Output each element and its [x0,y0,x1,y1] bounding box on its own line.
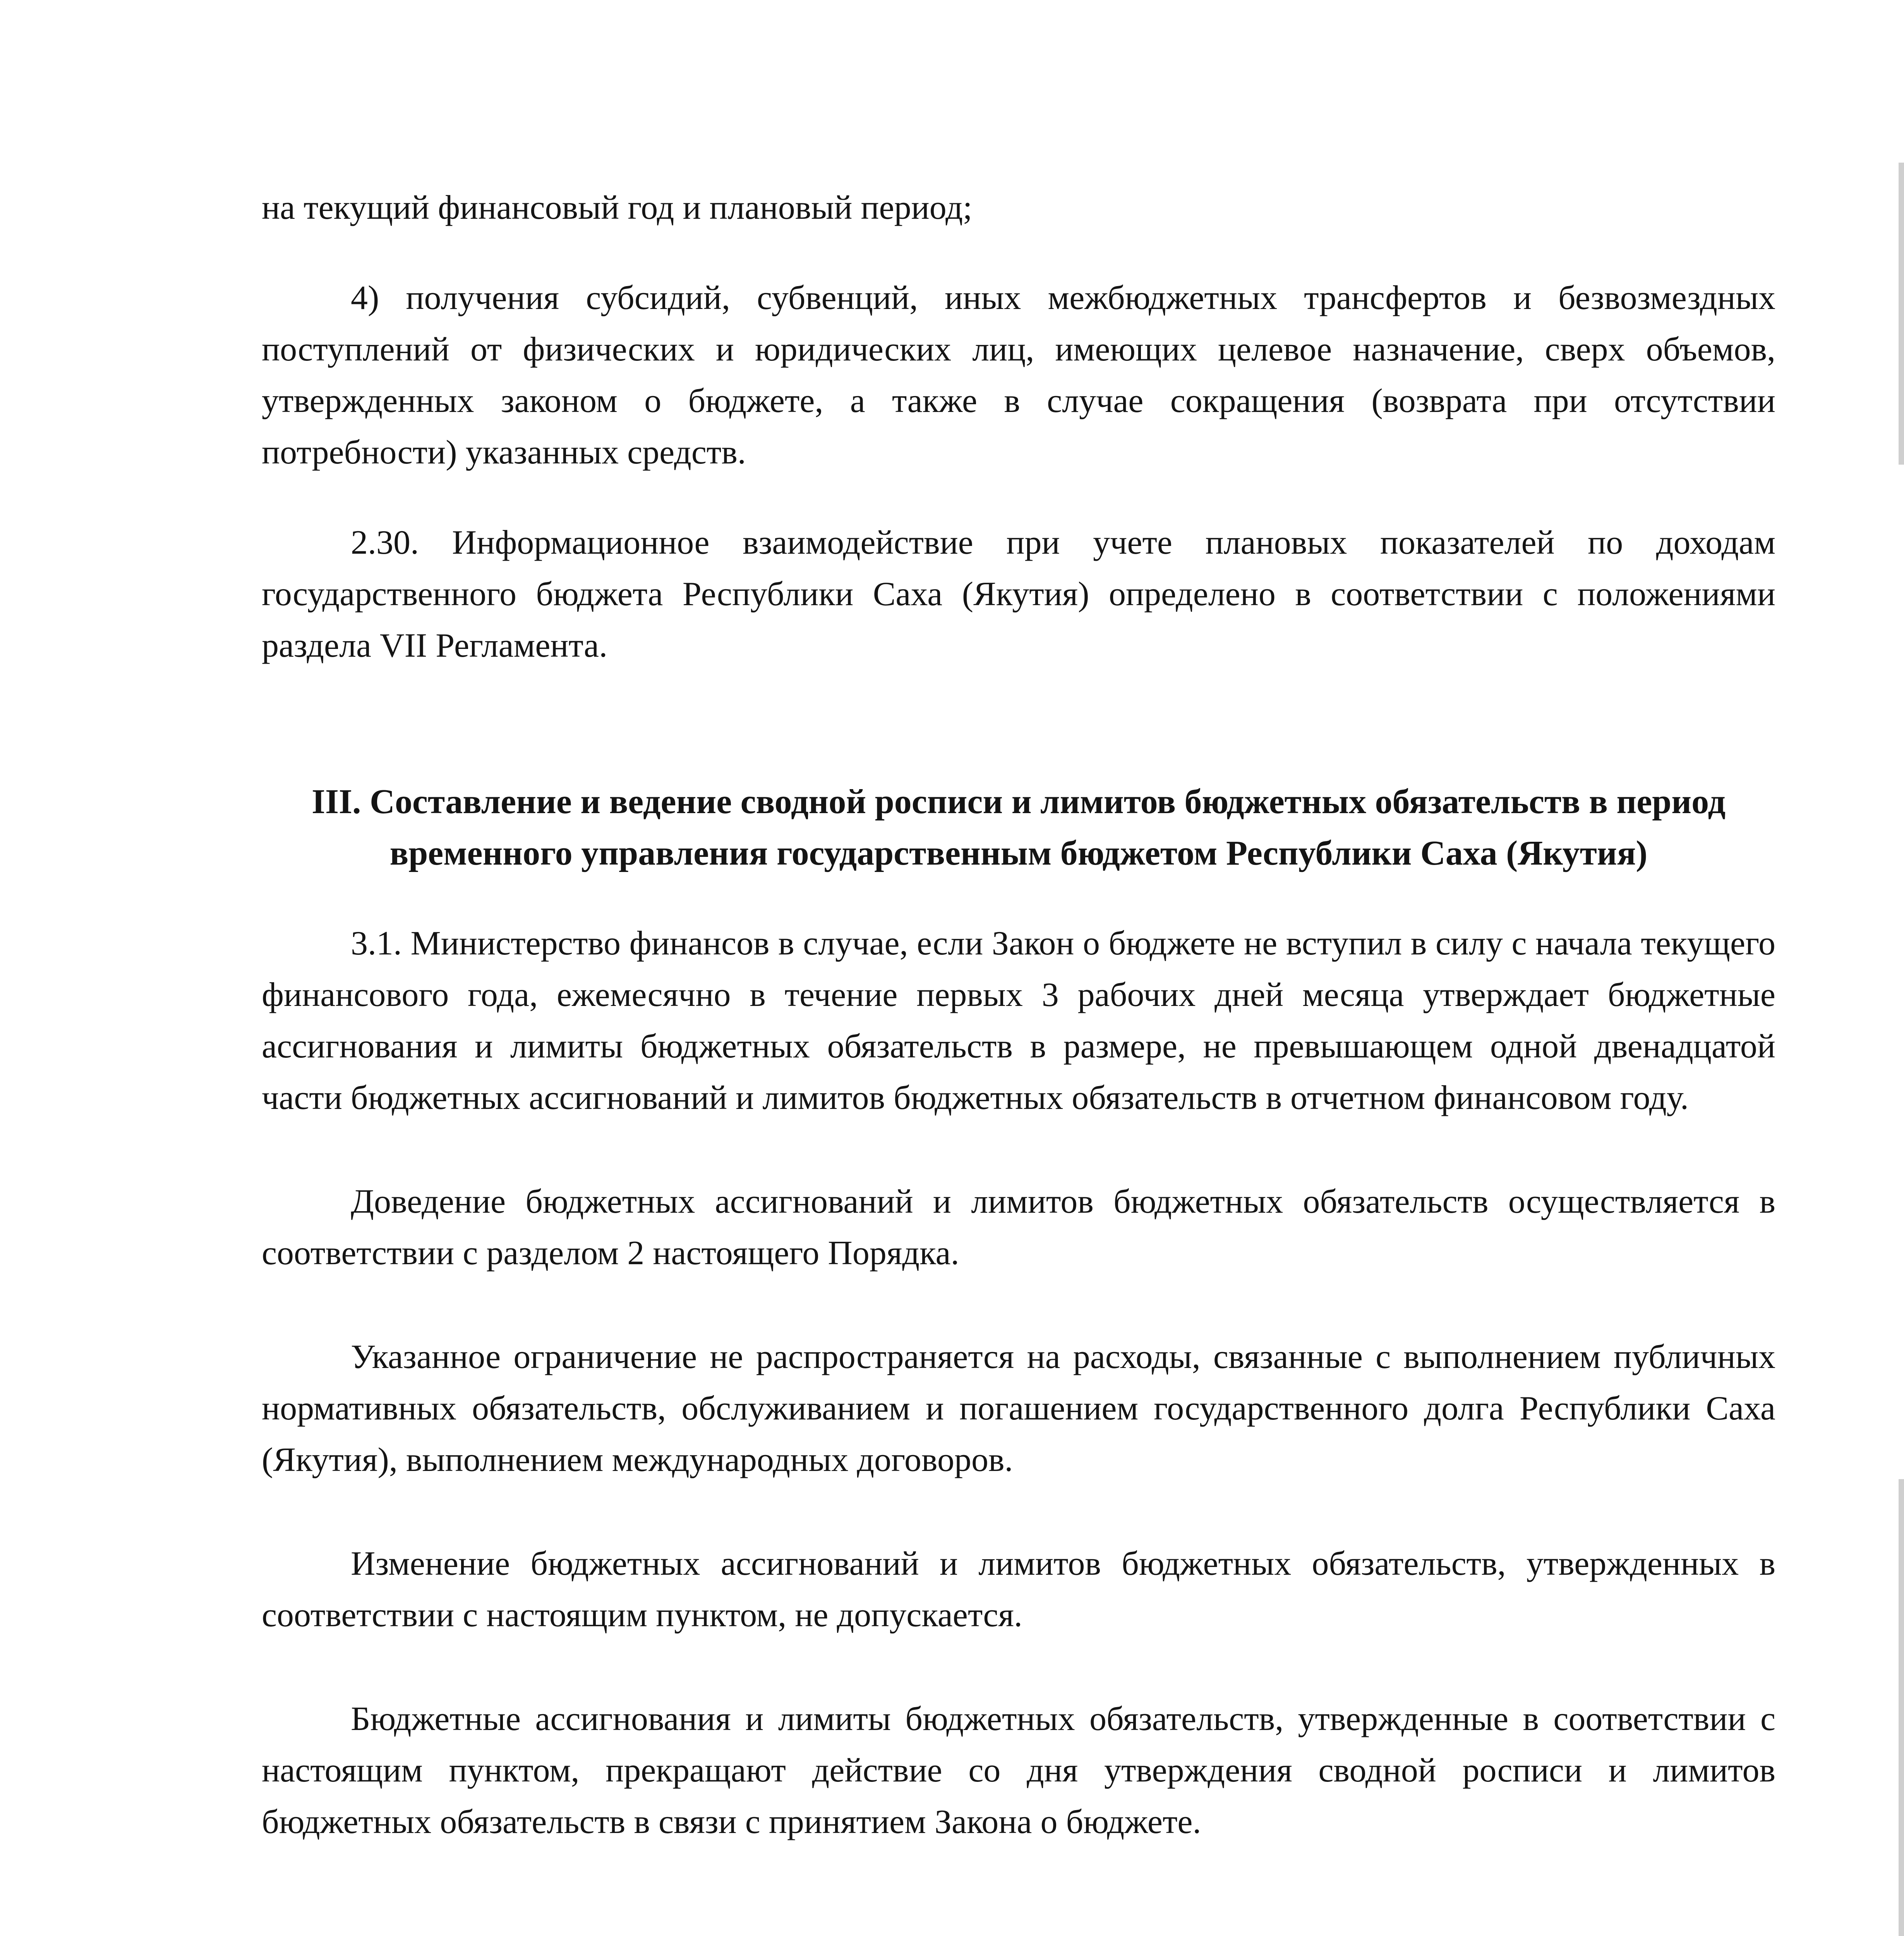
section-3-heading-line: III. Составление и ведение сводной росписи и лимитов бюджетных обязательств в период [311,783,1726,821]
paragraph: Доведение бюджетных ассигнований и лимитов бюджетных обязательств осуществляется в соответствии с разделом 2 настоящего Порядка. [262,1183,1775,1272]
paragraph-continuation: на текущий финансовый год и плановый период; [262,189,973,227]
paragraph-2-30: 2.30. Информационное взаимодействие при учете плановых показателей по доходам государственного бюджета Республики Саха (Якутия) определено в соответствии с положениями раздела VII Регламента. [262,524,1775,664]
paragraph: Указанное ограничение не распространяется на расходы, связанные с выполнением публичных нормативных обязательств, обслуживанием и погашением государственного долга Республики Саха (Якутия), выполнением международных договоров. [262,1338,1775,1479]
paragraph: Изменение бюджетных ассигнований и лимитов бюджетных обязательств, утвержденных в соответствии с настоящим пунктом, не допускается. [262,1545,1775,1634]
scan-edge-mark [1899,1479,1904,1936]
paragraph: Бюджетные ассигнования и лимиты бюджетных обязательств, утвержденные в соответствии с настоящим пунктом, прекращают действие со дня утверждения сводной росписи и лимитов бюджетных обязательств в связи с принятием Закона о бюджете. [262,1700,1775,1841]
scan-edge-mark [1899,163,1904,465]
section-3-heading-line: временного управления государственным бюджетом Республики Саха (Якутия) [389,834,1648,872]
paragraph-3-1: 3.1. Министерство финансов в случае, если Закон о бюджете не вступил в силу с начала текущего финансового года, ежемесячно в течение первых 3 рабочих дней месяца утверждает бюджетные ассигнования и лимиты бюджетных обязательств в размере, не превышающем одной двенадцатой части бюджетных ассигнований и лимитов бюджетных обязательств в отчетном финансовом году. [262,925,1775,1117]
document-body [262,182,1775,1936]
paragraph-item-4: 4) получения субсидий, субвенций, иных межбюджетных трансфертов и безвозмездных поступлений от физических и юридических лиц, имеющих целевое назначение, сверх объемов, утвержденных законом о бюджете, а также в случае сокращения (возврата при отсутствии потребности) указанных средств. [262,279,1775,471]
section-3-heading [262,776,1775,879]
